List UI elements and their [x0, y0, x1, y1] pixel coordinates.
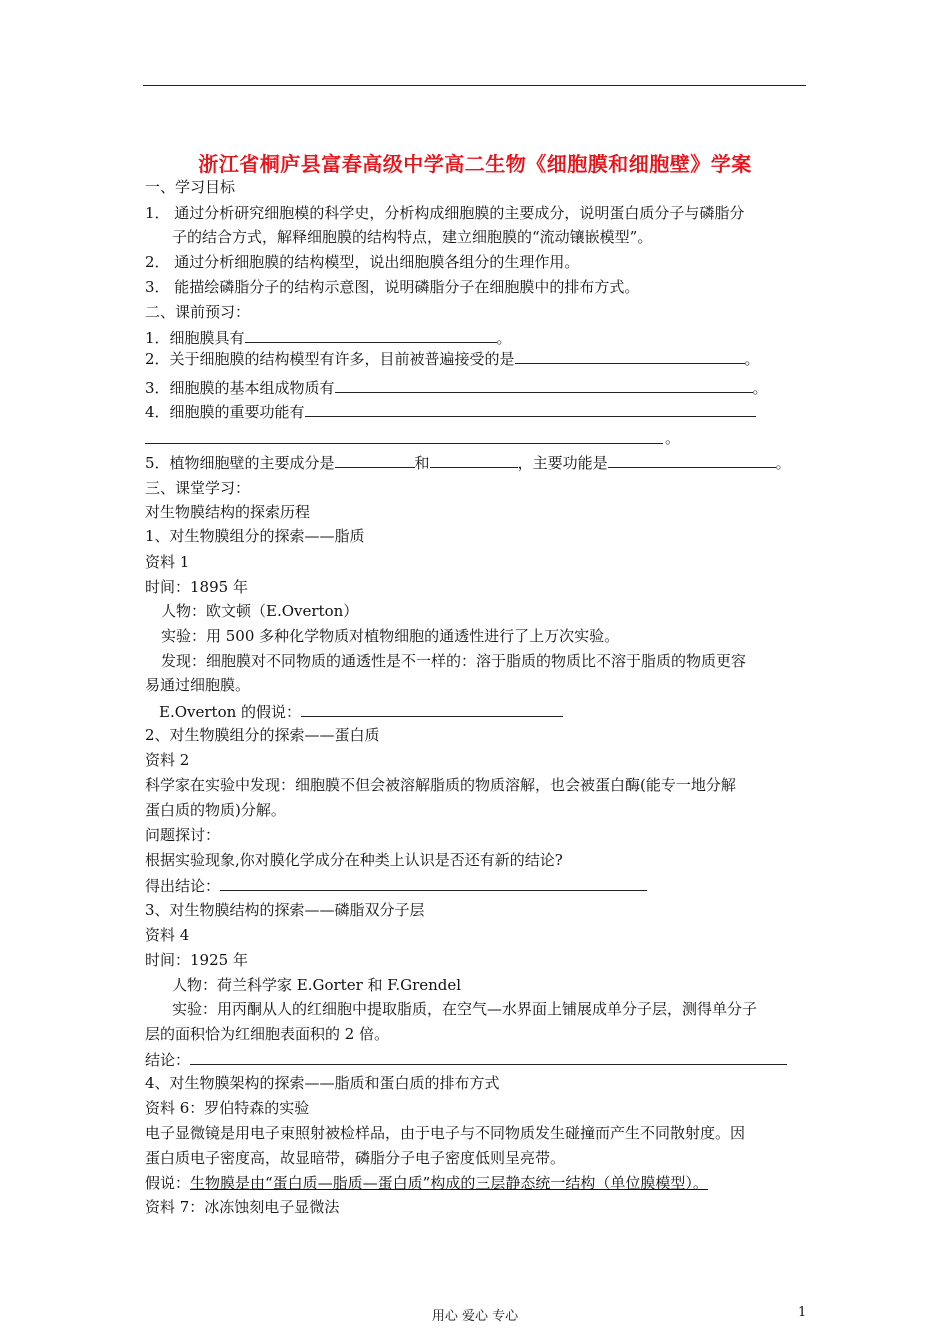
answer-blank[interactable] [430, 451, 518, 468]
material-6-text-cont: 蛋白质电子密度高，故显暗带，磷脂分子电子密度低则呈亮带。 [145, 1149, 566, 1167]
preview-item-1: 1．细胞膜具有 。 [145, 326, 512, 349]
answer-blank-cont[interactable] [145, 443, 663, 444]
section-heading-preview: 二、课前预习： [145, 303, 251, 321]
header-rule [143, 85, 806, 86]
material-6-text: 电子显微镜是用电子束照射被检样品，由于电子与不同物质发生碰撞而产生不同散射度。因 [145, 1124, 746, 1142]
subheading-arrangement: 4、对生物膜架构的探索——脂质和蛋白质的排布方式 [145, 1074, 500, 1092]
answer-blank[interactable] [608, 451, 776, 468]
material-2-label: 资料 2 [145, 751, 190, 769]
overton-hypothesis: E.Overton 的假说： [159, 700, 563, 723]
conclusion-2: 结论： [145, 1048, 787, 1071]
subheading-bilayer: 3、对生物膜结构的探索——磷脂双分子层 [145, 901, 425, 919]
preview-item-4: 4．细胞膜的重要功能有 [145, 400, 756, 423]
goal-2: 2． 通过分析细胞膜的结构模型，说出细胞膜各组分的生理作用。 [145, 253, 580, 271]
answer-blank[interactable] [305, 400, 756, 417]
answer-blank[interactable] [335, 376, 753, 393]
question-text: 根据实验现象,你对膜化学成分在种类上认识是否还有新的结论? [145, 851, 563, 869]
preview-item-2: 2．关于细胞膜的结构模型有许多，目前被普遍接受的是 。 [145, 347, 760, 370]
material-2-text: 科学家在实验中发现：细胞膜不但会被溶解脂质的物质溶解，也会被蛋白酶(能专一地分解 [145, 776, 736, 794]
material-1-finding-cont: 易通过细胞膜。 [145, 676, 251, 694]
material-4-time: 时间：1925 年 [145, 951, 248, 969]
page-number: 1 [798, 1305, 807, 1320]
material-7-label: 资料 7：冰冻蚀刻电子显微法 [145, 1198, 340, 1216]
answer-blank[interactable] [335, 451, 415, 468]
goal-1-cont: 子的结合方式，解释细胞膜的结构特点，建立细胞膜的“流动镶嵌模型”。 [172, 228, 653, 246]
conclusion-1: 得出结论： [145, 874, 647, 897]
page-footer: 用心 爱心 专心 [431, 1309, 519, 1324]
answer-blank[interactable] [515, 347, 745, 364]
material-4-experiment: 实验：用丙酮从人的红细胞中提取脂质，在空气—水界面上铺展成单分子层，测得单分子 [172, 1000, 758, 1018]
material-1-finding: 发现：细胞膜对不同物质的通透性是不一样的：溶于脂质的物质比不溶于脂质的物质更容 [161, 652, 747, 670]
preview-item-5: 5．植物细胞壁的主要成分是 和 ，主要功能是 。 [145, 451, 791, 474]
material-4-experiment-cont: 层的面积恰为红细胞表面积的 2 倍。 [145, 1025, 390, 1043]
material-1-time: 时间：1895 年 [145, 578, 248, 596]
material-1-experiment: 实验：用 500 多种化学物质对植物细胞的通透性进行了上万次实验。 [161, 627, 620, 645]
material-1-person: 人物：欧文顿（E.Overton） [161, 602, 359, 620]
answer-blank[interactable] [190, 1048, 787, 1065]
material-4-label: 资料 4 [145, 926, 190, 944]
preview-item-3: 3．细胞膜的基本组成物质有 。 [145, 376, 768, 399]
answer-blank[interactable] [245, 326, 497, 343]
section-heading-goals: 一、学习目标 [145, 178, 236, 196]
material-1-label: 资料 1 [145, 553, 190, 571]
subheading-history: 对生物膜结构的探索历程 [145, 503, 311, 521]
section-heading-class: 三、课堂学习： [145, 479, 251, 497]
question-heading: 问题探讨： [145, 826, 221, 844]
answer-blank[interactable] [301, 700, 563, 717]
period-mark: 。 [665, 429, 681, 447]
material-6-label: 资料 6：罗伯特森的实验 [145, 1099, 310, 1117]
subheading-lipid: 1、对生物膜组分的探索——脂质 [145, 527, 365, 545]
answer-blank[interactable] [220, 874, 647, 891]
material-2-text-cont: 蛋白质的物质)分解。 [145, 801, 286, 819]
hypothesis-line: 假说：生物膜是由“蛋白质—脂质—蛋白质”构成的三层静态统一结构（单位膜模型）。 [145, 1174, 708, 1192]
goal-1: 1． 通过分析研究细胞模的科学史，分析构成细胞膜的主要成分，说明蛋白质分子与磷脂分 [145, 204, 745, 222]
page-title: 浙江省桐庐县富春高级中学高二生物《细胞膜和细胞壁》学案 [198, 152, 752, 176]
subheading-protein: 2、对生物膜组分的探索——蛋白质 [145, 726, 380, 744]
hypothesis-text: 生物膜是由“蛋白质—脂质—蛋白质”构成的三层静态统一结构（单位膜模型）。 [190, 1174, 708, 1192]
material-4-person: 人物：荷兰科学家 E.Gorter 和 F.Grendel [172, 976, 462, 994]
goal-3: 3． 能描绘磷脂分子的结构示意图，说明磷脂分子在细胞膜中的排布方式。 [145, 278, 640, 296]
